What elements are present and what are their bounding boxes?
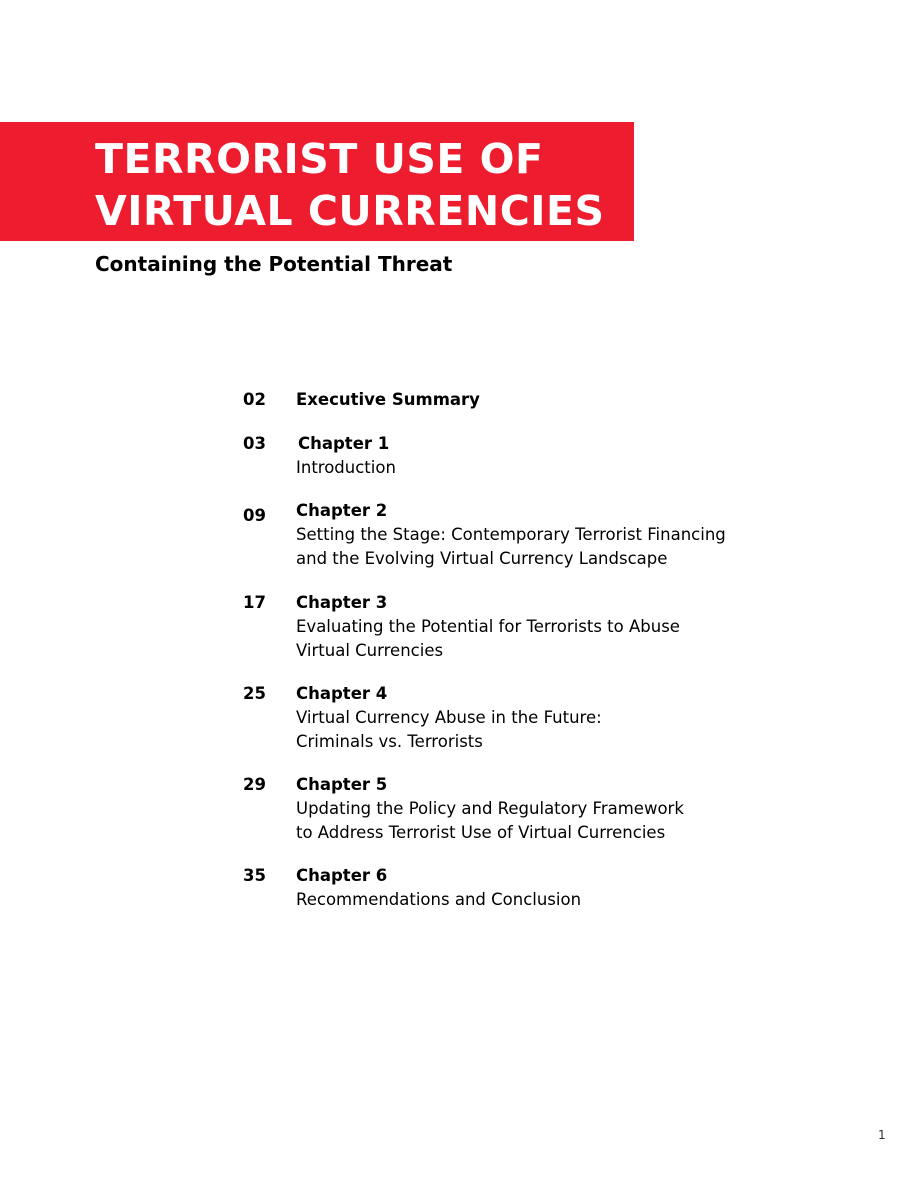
toc-page-number: 29 [243,775,266,794]
toc-description: Virtual Currency Abuse in the Future: Criminals vs. Terrorists [296,708,602,751]
toc-page-number: 03 [243,434,266,453]
toc-description: Updating the Policy and Regulatory Framework to Address Terrorist Use of Virtual Currencies [296,799,684,842]
toc-description: Setting the Stage: Contemporary Terrorist Financing and the Evolving Virtual Currency Landscape [296,525,726,568]
subtitle: Containing the Potential Threat [95,252,453,276]
toc-heading: Chapter 2 [296,501,388,520]
title-line-1: TERRORIST USE OF [95,135,544,183]
toc-heading: Executive Summary [296,390,480,409]
toc-page-number: 02 [243,390,266,409]
toc-page-number: 17 [243,593,266,612]
toc-heading: Chapter 1 [298,434,390,453]
toc-heading: Chapter 6 [296,866,388,885]
toc-heading: Chapter 3 [296,593,388,612]
title-line-2: VIRTUAL CURRENCIES [95,187,605,235]
toc-heading: Chapter 5 [296,775,388,794]
toc-page-number: 09 [243,506,266,525]
page-number: 1 [878,1128,886,1142]
toc-page-number: 35 [243,866,266,885]
toc-description: Introduction [296,458,396,477]
toc-heading: Chapter 4 [296,684,388,703]
toc-description: Evaluating the Potential for Terrorists to Abuse Virtual Currencies [296,617,680,660]
toc-page-number: 25 [243,684,266,703]
toc-description: Recommendations and Conclusion [296,890,582,909]
